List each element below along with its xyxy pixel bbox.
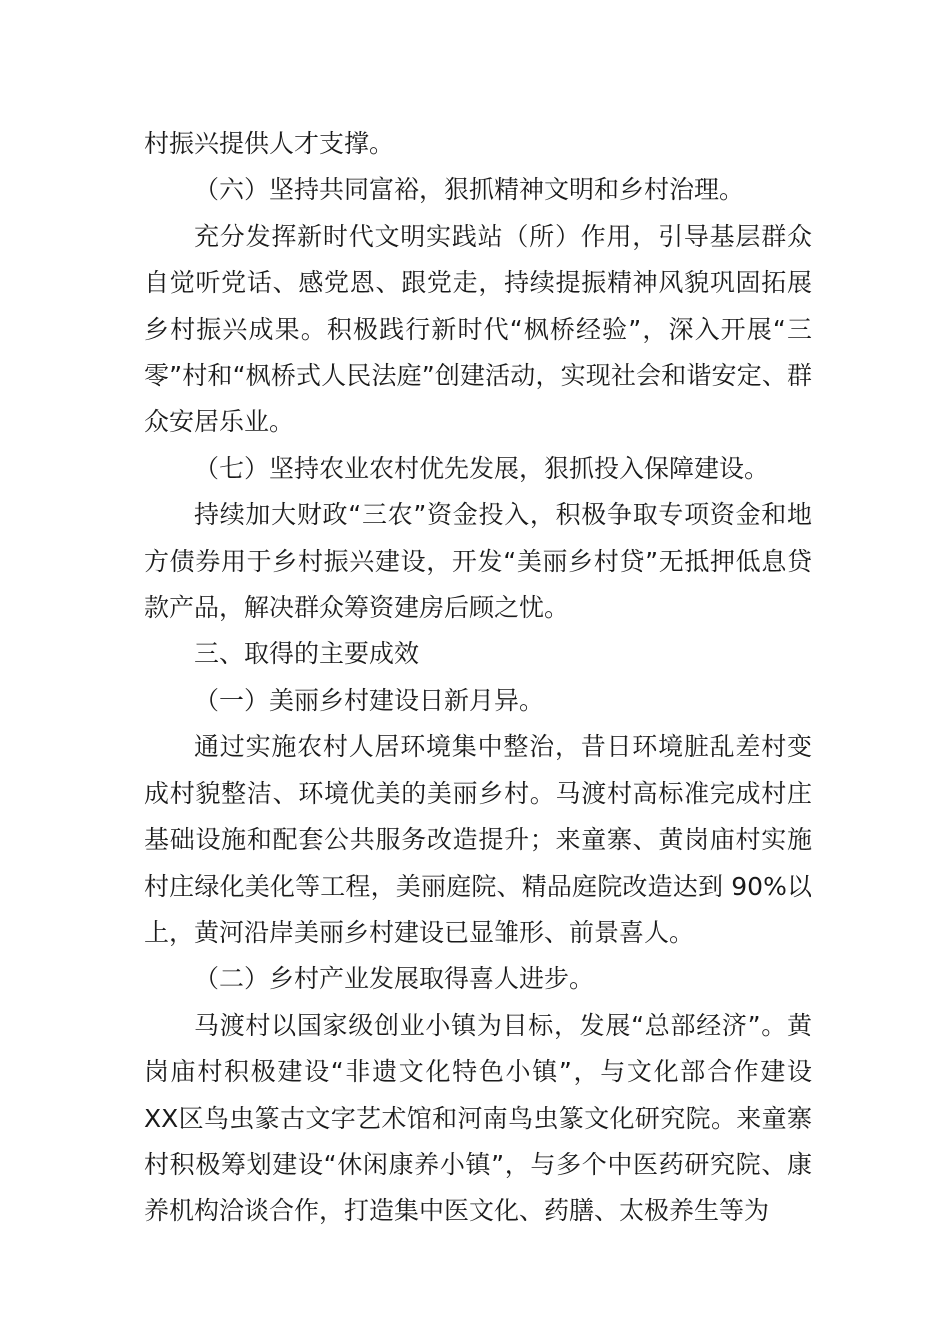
heading-seven: （七）坚持农业农村优先发展，狠抓投入保障建设。 — [194, 453, 770, 483]
paragraph-industry: 马渡村以国家级创业小镇为目标，发展“总部经济”。黄岗庙村积极建设“非遗文化特色小镇”，与文化部合作建设 XX区鸟虫篆古文字艺术馆和河南鸟虫篆文化研究院。来童寨村积极筹划建设“休闲康养小镇”，与多个中医药研究院、康养机构洽谈合作，打造集中医文化、药膳、太极养生等为 — [144, 1010, 812, 1226]
paragraph-beautiful-villages: 通过实施农村人居环境集中整治，昔日环境脏乱差村变成村貌整洁、环境优美的美丽乡村。马渡村高标准完成村庄基础设施和配套公共服务改造提升；来童寨、黄岗庙村实施村庄绿化美化等工程，美丽庭院、精品庭院改造达到 90%以上，黄河沿岸美丽乡村建设已显雏形、前景喜人。 — [144, 732, 812, 947]
heading-six: （六）坚持共同富裕，狠抓精神文明和乡村治理。 — [194, 175, 745, 205]
paragraph-continuation: 村振兴提供人才支撑。 — [144, 129, 395, 158]
heading-one: （一）美丽乡村建设日新月异。 — [194, 685, 545, 715]
section-heading-achievements: 三、取得的主要成效 — [194, 639, 420, 669]
paragraph-civilization: 充分发挥新时代文明实践站（所）作用，引导基层群众自觉听党话、感党恩、跟党走，持续提振精神风貌巩固拓展乡村振兴成果。积极践行新时代“枫桥经验”，深入开展“三零”村和“枫桥式人民法庭”创建活动，实现社会和谐安定、群众安居乐业。 — [144, 221, 812, 437]
paragraph-investment: 持续加大财政“三农”资金投入，积极争取专项资金和地方债券用于乡村振兴建设，开发“美丽乡村贷”无抵押低息贷款产品，解决群众筹资建房后顾之忧。 — [144, 500, 812, 623]
body-text — [144, 121, 812, 1235]
heading-two: （二）乡村产业发展取得喜人进步。 — [194, 964, 595, 994]
